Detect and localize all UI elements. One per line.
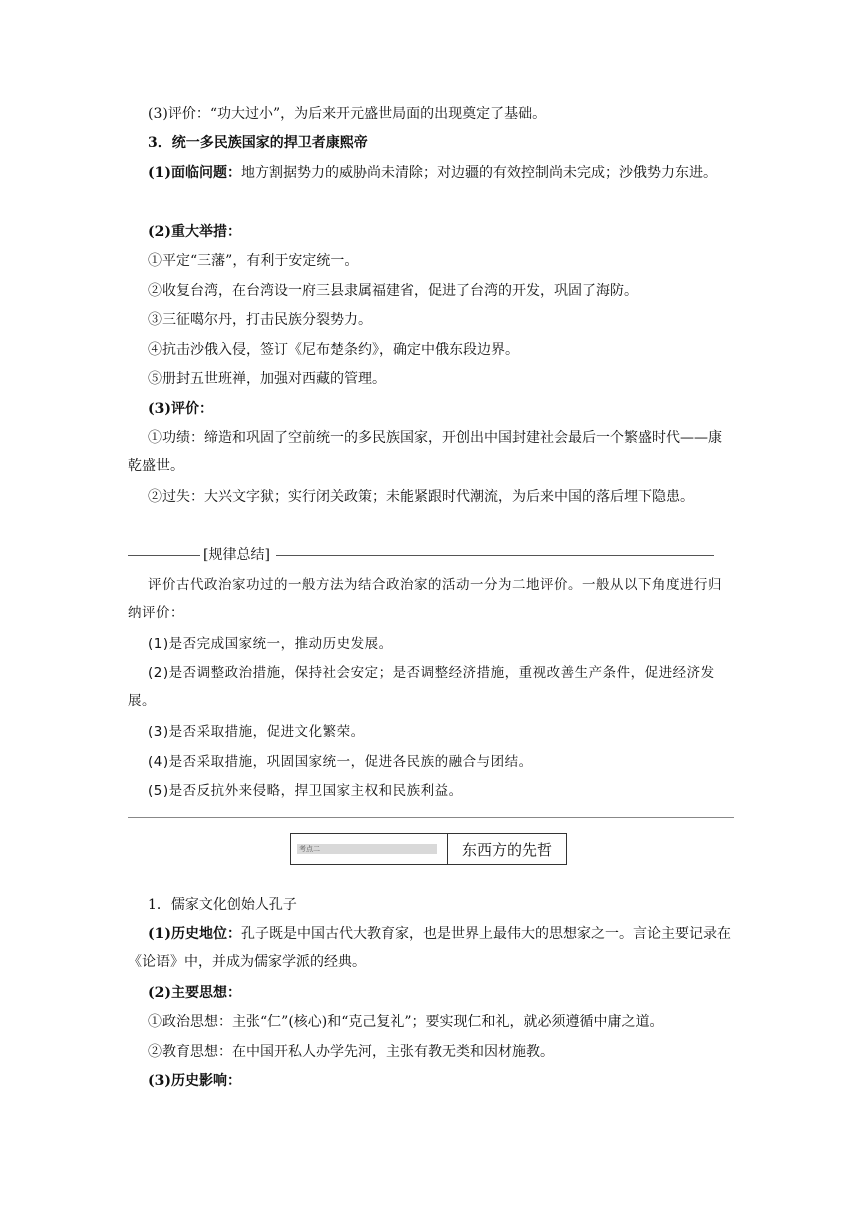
measure-text: ③三征噶尔丹，打击民族分裂势力。 bbox=[148, 312, 372, 328]
section-tag-bar bbox=[297, 844, 437, 854]
measure-text: ⑤册封五世班禅，加强对西藏的管理。 bbox=[148, 371, 386, 387]
section-title: 东西方的先哲 bbox=[461, 840, 552, 859]
eval-label-text: (3)评价： bbox=[148, 401, 213, 417]
eval-paragraph bbox=[128, 100, 754, 128]
summary-intro-text: 评价古代政治家功过的一般方法为结合政治家的活动一分为二地评价。一般从以下角度进行归纳评价： bbox=[128, 577, 722, 621]
kangxi-heading-text: 3．统一多民族国家的捍卫者康熙帝 bbox=[148, 135, 368, 151]
summary-item bbox=[128, 630, 754, 658]
measures-label-text: (2)重大举措： bbox=[148, 224, 241, 240]
summary-item bbox=[128, 659, 734, 715]
confucius-heading-text: 1．儒家文化创始人孔子 bbox=[148, 897, 297, 913]
summary-item bbox=[128, 748, 754, 776]
measures-label bbox=[128, 218, 754, 246]
summary-item-text: (1)是否完成国家统一，推动历史发展。 bbox=[148, 636, 393, 652]
summary-rule-right bbox=[276, 555, 714, 556]
eval-merit bbox=[128, 424, 734, 480]
eval-fault bbox=[128, 483, 734, 511]
measure-item bbox=[128, 365, 754, 393]
measure-text: ①平定“三藩”，有利于安定统一。 bbox=[148, 253, 359, 269]
thought-label-text: (2)主要思想： bbox=[148, 985, 241, 1001]
eval-text: (3)评价：“功大过小”，为后来开元盛世局面的出现奠定了基础。 bbox=[148, 106, 547, 122]
thought-label bbox=[128, 979, 754, 1007]
face-problems bbox=[128, 159, 734, 187]
thought-political bbox=[128, 1008, 664, 1036]
face-text: 地方割据势力的威胁尚未清除；对边疆的有效控制尚未完成；沙俄势力东进。 bbox=[241, 165, 717, 181]
thought-education-text: ②教育思想：在中国开私人办学先河，主张有教无类和因材施教。 bbox=[148, 1044, 554, 1060]
face-label: (1)面临问题： bbox=[148, 165, 241, 181]
section-tag bbox=[291, 834, 448, 864]
thought-education bbox=[128, 1038, 754, 1066]
summary-item bbox=[128, 718, 754, 746]
summary-item-text: (5)是否反抗外来侵略，捍卫国家主权和民族利益。 bbox=[148, 783, 463, 799]
eval-merit-text: ①功绩：缔造和巩固了空前统一的多民族国家，开创出中国封建社会最后一个繁盛时代——康乾盛世。 bbox=[128, 430, 722, 474]
eval-fault-text: ②过失：大兴文字狱；实行闭关政策；未能紧跟时代潮流，为后来中国的落后埋下隐患。 bbox=[148, 489, 694, 505]
summary-item-text: (3)是否采取措施，促进文化繁荣。 bbox=[148, 724, 365, 740]
measure-item bbox=[128, 277, 754, 305]
measure-item bbox=[128, 247, 754, 275]
measure-item bbox=[128, 306, 754, 334]
kangxi-heading bbox=[128, 129, 754, 157]
summary-intro bbox=[128, 571, 734, 627]
confucius-status bbox=[128, 920, 734, 976]
summary-rule-left bbox=[128, 555, 200, 556]
summary-item-text: (2)是否调整政治措施，保持社会安定；是否调整经济措施，重视改善生产条件，促进经济发展。 bbox=[128, 665, 715, 709]
eval-label bbox=[128, 395, 754, 423]
measure-text: ④抗击沙俄入侵，签订《尼布楚条约》，确定中俄东段边界。 bbox=[148, 342, 519, 358]
summary-item-text: (4)是否采取措施，巩固国家统一，促进各民族的融合与团结。 bbox=[148, 754, 533, 770]
thought-political-text: ①政治思想：主张“仁”(核心)和“克己复礼”；要实现仁和礼，就必须遵循中庸之道。 bbox=[148, 1014, 664, 1030]
status-text: 孔子既是中国古代大教育家，也是世界上最伟大的思想家之一。言论主要记录在《论语》中，并成为儒家学派的经典。 bbox=[128, 926, 731, 970]
summary-bottom-rule bbox=[128, 817, 734, 818]
summary-item bbox=[128, 777, 754, 805]
summary-label: [规律总结] bbox=[203, 547, 270, 563]
confucius-heading bbox=[128, 891, 754, 919]
influence-label bbox=[128, 1067, 754, 1095]
section-tag-text: 考点二 bbox=[299, 845, 320, 853]
measure-item bbox=[128, 336, 754, 364]
status-label: (1)历史地位： bbox=[148, 926, 241, 942]
influence-label-text: (3)历史影响： bbox=[148, 1073, 241, 1089]
measure-text: ②收复台湾，在台湾设一府三县隶属福建省，促进了台湾的开发，巩固了海防。 bbox=[148, 283, 638, 299]
section-header-box bbox=[290, 833, 567, 865]
